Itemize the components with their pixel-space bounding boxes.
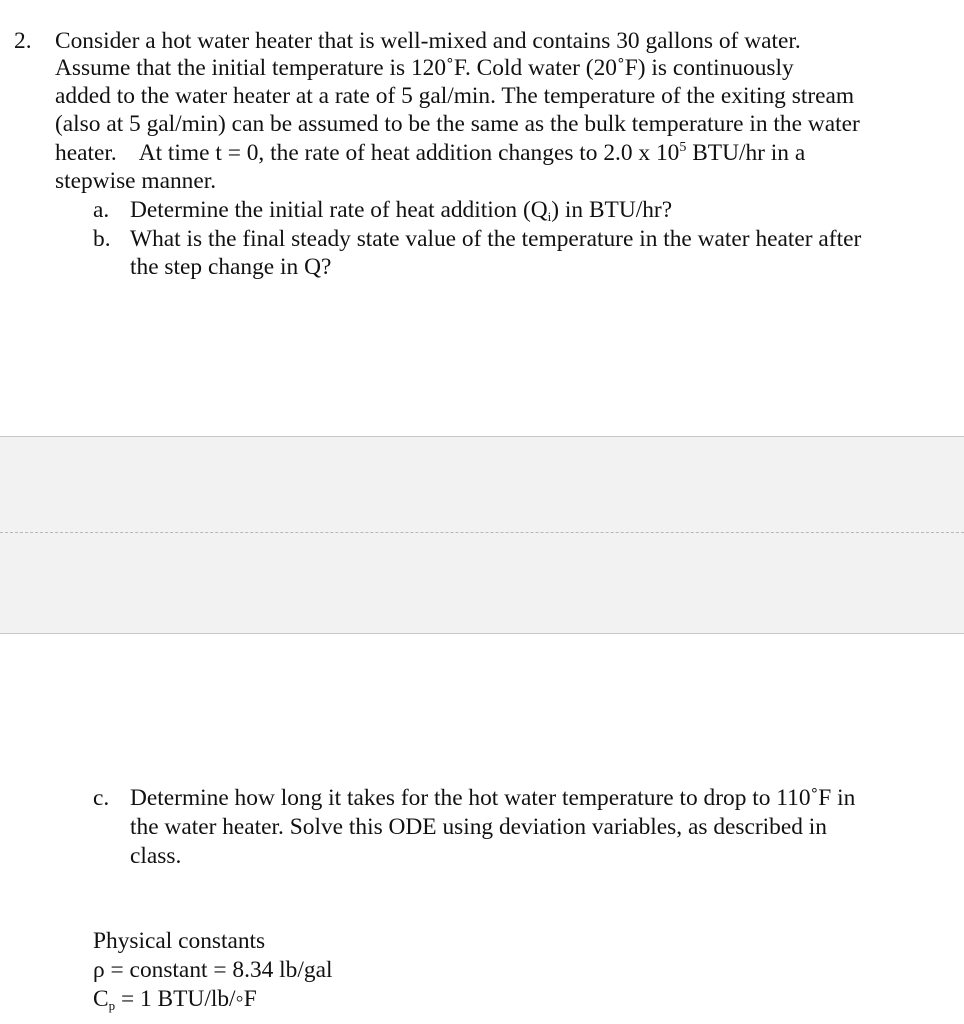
- problem-line-5: [55, 139, 805, 168]
- constant-cp: [93, 985, 257, 1014]
- constant-cp-symbol: C: [93, 986, 109, 1012]
- part-c-line-1: Determine how long it takes for the hot water temperature to drop to 110˚F in: [130, 785, 856, 811]
- problem-line-5-c: BTU/hr in a: [686, 140, 806, 166]
- problem-line-5-a: heater.: [55, 140, 117, 166]
- problem-line-1: Consider a hot water heater that is well-mixed and contains 30 gallons of water.: [55, 28, 801, 54]
- part-b-line-1: What is the final steady state value of the temperature in the water heater after: [130, 226, 862, 252]
- part-c-line-2: the water heater. Solve this ODE using deviation variables, as described in: [130, 814, 827, 840]
- part-a-text: [130, 196, 672, 225]
- dashed-divider: [0, 532, 964, 533]
- constant-rho: ρ = constant = 8.34 lb/gal: [93, 957, 333, 983]
- constants-title: Physical constants: [93, 928, 266, 954]
- answer-area: [0, 436, 964, 634]
- part-b-label: b.: [93, 226, 111, 252]
- exponent: 5: [679, 140, 687, 155]
- part-a-text-before: Determine the initial rate of heat addition (Q: [130, 197, 548, 223]
- problem-line-2: Assume that the initial temperature is 120˚F. Cold water (20˚F) is continuously: [55, 55, 794, 81]
- problem-line-5-b: At time t = 0, the rate of heat addition changes to 2.0 x 10: [138, 140, 680, 166]
- problem-line-6: stepwise manner.: [55, 168, 217, 194]
- part-a-label: a.: [93, 197, 110, 223]
- problem-line-4: (also at 5 gal/min) can be assumed to be the same as the bulk temperature in the water: [55, 111, 860, 137]
- problem-line-3: added to the water heater at a rate of 5 gal/min. The temperature of the exiting stream: [55, 83, 855, 109]
- constant-cp-value: = 1 BTU/lb/◦F: [115, 986, 257, 1012]
- part-a-subscript: i: [547, 209, 552, 224]
- constant-cp-subscript: p: [108, 998, 116, 1013]
- part-c-label: c.: [93, 785, 110, 811]
- part-c-line-3: class.: [130, 843, 182, 869]
- part-b-line-2: the step change in Q?: [130, 254, 332, 280]
- problem-number: 2.: [14, 28, 32, 54]
- part-a-text-after: ) in BTU/hr?: [551, 197, 673, 223]
